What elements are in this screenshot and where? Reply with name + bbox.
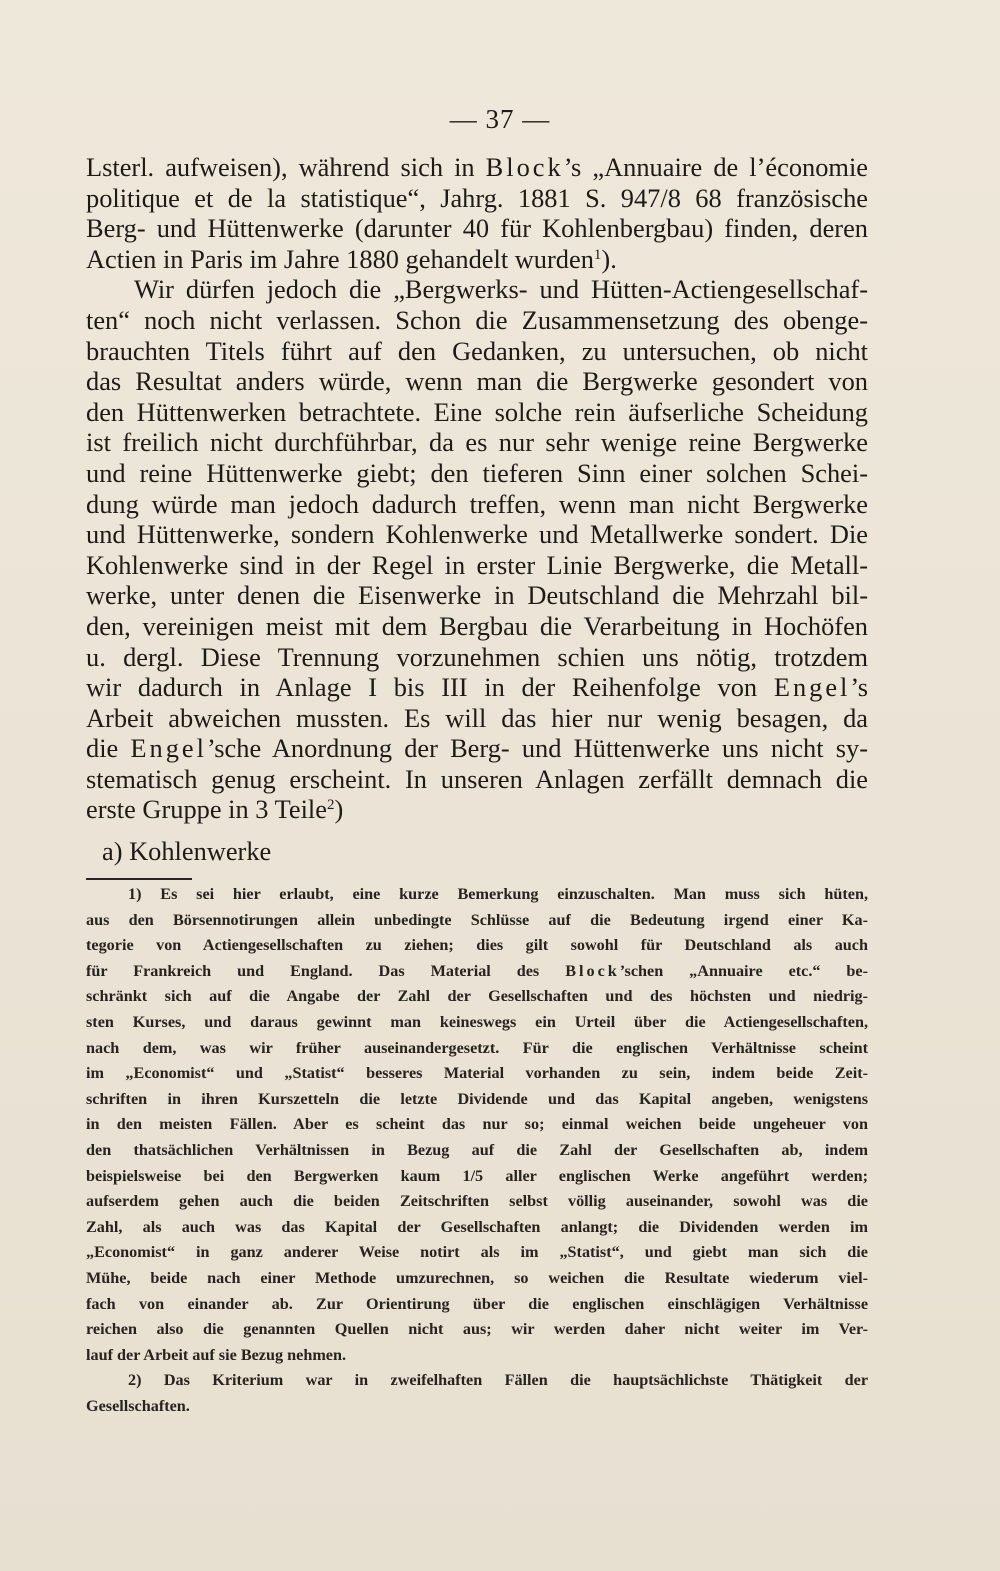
author-name-block: Block: [565, 961, 620, 980]
footnote-line: aufserdem gehen auch die beiden Zeitschriften selbst völlig auseinander, sowohl was die: [86, 1192, 868, 1211]
text-line: dung würde man jedoch dadurch treffen, wenn man nicht Bergwerke: [86, 488, 868, 519]
footnote-ref-2[interactable]: 2: [326, 797, 335, 814]
footnote-line: nach dem, was wir früher auseinandergesetzt. Für die englischen Verhältnisse scheint: [86, 1038, 868, 1057]
fraction: 1/5: [462, 1166, 484, 1185]
text-line: Arbeit abweichen mussten. Es will das hier nur wenig besagen, da: [86, 702, 868, 733]
text-line: und reine Hüttenwerke giebt; den tieferen Sinn einer solchen Schei-: [86, 457, 868, 488]
text-line: und Hüttenwerke, sondern Kohlenwerke und Metallwerke sondert. Die: [86, 519, 868, 550]
text-line: erste Gruppe in 3 Teile$^2$): [86, 794, 344, 825]
footnote-line: reichen also die genannten Quellen nicht aus; wir werden daher nicht weiter im Ver-: [86, 1320, 868, 1339]
page-number: — 37 —: [449, 104, 551, 134]
text-line: Lsterl. aufweisen), während sich in Block’s „Annuaire de l’économie: [86, 152, 868, 182]
author-name-engel: Engel: [130, 733, 207, 764]
text-line: politique et de la statistique“, Jahrg. 1881 S. 947/8 68 französische: [86, 182, 868, 213]
footnote-divider: [86, 878, 192, 880]
footnote-line: Gesellschaften.: [86, 1396, 190, 1415]
footnotes: [86, 882, 868, 1419]
body-text: [86, 152, 868, 825]
section-heading: a) Kohlenwerke: [102, 836, 272, 866]
text-line: Kohlenwerke sind in der Regel in erster Linie Bergwerke, die Metall-: [86, 549, 868, 580]
footnote-line: sten Kurses, und daraus gewinnt man keineswegs ein Urteil über die Actiengesellschaften,: [86, 1012, 868, 1031]
text-line: ten“ noch nicht verlassen. Schon die Zusammensetzung des obenge-: [86, 304, 868, 335]
footnote-line: 1) Es sei hier erlaubt, eine kurze Bemerkung einzuschalten. Man muss sich hüten,: [128, 885, 868, 903]
footnote-line: schränkt sich auf die Angabe der Zahl der Gesellschaften und des höchsten und niedrig-: [86, 987, 868, 1006]
text-line: u. dergl. Diese Trennung vorzunehmen schien uns nötig, trotzdem: [86, 641, 868, 672]
footnote-line: Zahl, als auch was das Kapital der Gesellschaften anlangt; die Dividenden werden im: [86, 1217, 868, 1236]
text-line: den, vereinigen meist mit dem Bergbau die Verarbeitung in Hochöfen: [86, 610, 868, 641]
footnote-line: fach von einander ab. Zur Orientirung über die englischen einschlägigen Verhältnisse: [86, 1294, 868, 1313]
footnote-line: beispielsweise bei den Bergwerken kaum 1/5 aller englischen Werke angeführt werden;: [86, 1166, 868, 1185]
author-name-engel: Engel: [773, 672, 851, 703]
footnote-ref-1[interactable]: 1: [593, 246, 602, 263]
footnote-line: für Frankreich und England. Das Material des Block’schen „Annuaire etc.“ be-: [86, 961, 869, 980]
footnote-line: den thatsächlichen Verhältnissen in Bezug auf die Zahl der Gesellschaften ab, indem: [86, 1140, 868, 1159]
text-line: brauchten Titels führt auf den Gedanken, zu untersuchen, ob nicht: [86, 335, 868, 366]
author-name-block: Block: [485, 152, 564, 182]
text-line: Berg- und Hüttenwerke (darunter 40 für Kohlenbergbau) finden, deren: [86, 213, 868, 244]
footnote-line: lauf der Arbeit auf sie Bezug nehmen.: [86, 1345, 347, 1364]
footnote-line: Mühe, beide nach einer Methode umzurechnen, so weichen die Resultate wiederum viel-: [86, 1268, 868, 1287]
text-line: Wir dürfen jedoch die „Bergwerks- und Hütten-Actiengesellschaf-: [134, 274, 868, 305]
footnote-line: schriften in ihren Kurszetteln die letzte Dividende und das Kapital angeben, wenigstens: [86, 1089, 868, 1108]
footnote-line: in den meisten Fällen. Aber es scheint das nur so; einmal weichen beide ungeheuer von: [86, 1115, 868, 1134]
text-line: ist freilich nicht durchführbar, da es nur sehr wenige reine Bergwerke: [86, 427, 868, 458]
text-line: werke, unter denen die Eisenwerke in Deutschland die Mehrzahl bil-: [86, 580, 868, 611]
footnote-line: 2) Das Kriterium war in zweifelhaften Fällen die hauptsächlichste Thätigkeit der: [128, 1371, 868, 1390]
text-line: wir dadurch in Anlage I bis III in der Reihenfolge von Engel’s: [86, 672, 868, 703]
text-line: den Hüttenwerken betrachtete. Eine solche rein äufserliche Scheidung: [86, 396, 868, 427]
text-line: Actien in Paris im Jahre 1880 gehandelt wurden$^1$).: [86, 243, 617, 274]
footnote-line: im „Economist“ und „Statist“ besseres Material vorhanden zu sein, indem beide Zeit-: [86, 1064, 868, 1083]
footnote-line: tegorie von Actiengesellschaften zu ziehen; dies gilt sowohl für Deutschland als auch: [86, 936, 868, 955]
footnote-line: aus den Börsennotirungen allein unbedingte Schlüsse auf die Bedeutung irgend einer Ka-: [86, 910, 868, 929]
footnote-line: „Economist“ in ganz anderer Weise notirt als im „Statist“, und giebt man sich die: [86, 1243, 868, 1262]
text-line: die Engel’sche Anordnung der Berg- und Hüttenwerke uns nicht sy-: [86, 733, 868, 764]
text-line: stematisch genug erscheint. In unseren Anlagen zerfällt demnach die: [86, 763, 868, 794]
text-line: das Resultat anders würde, wenn man die Bergwerke gesondert von: [86, 366, 868, 397]
